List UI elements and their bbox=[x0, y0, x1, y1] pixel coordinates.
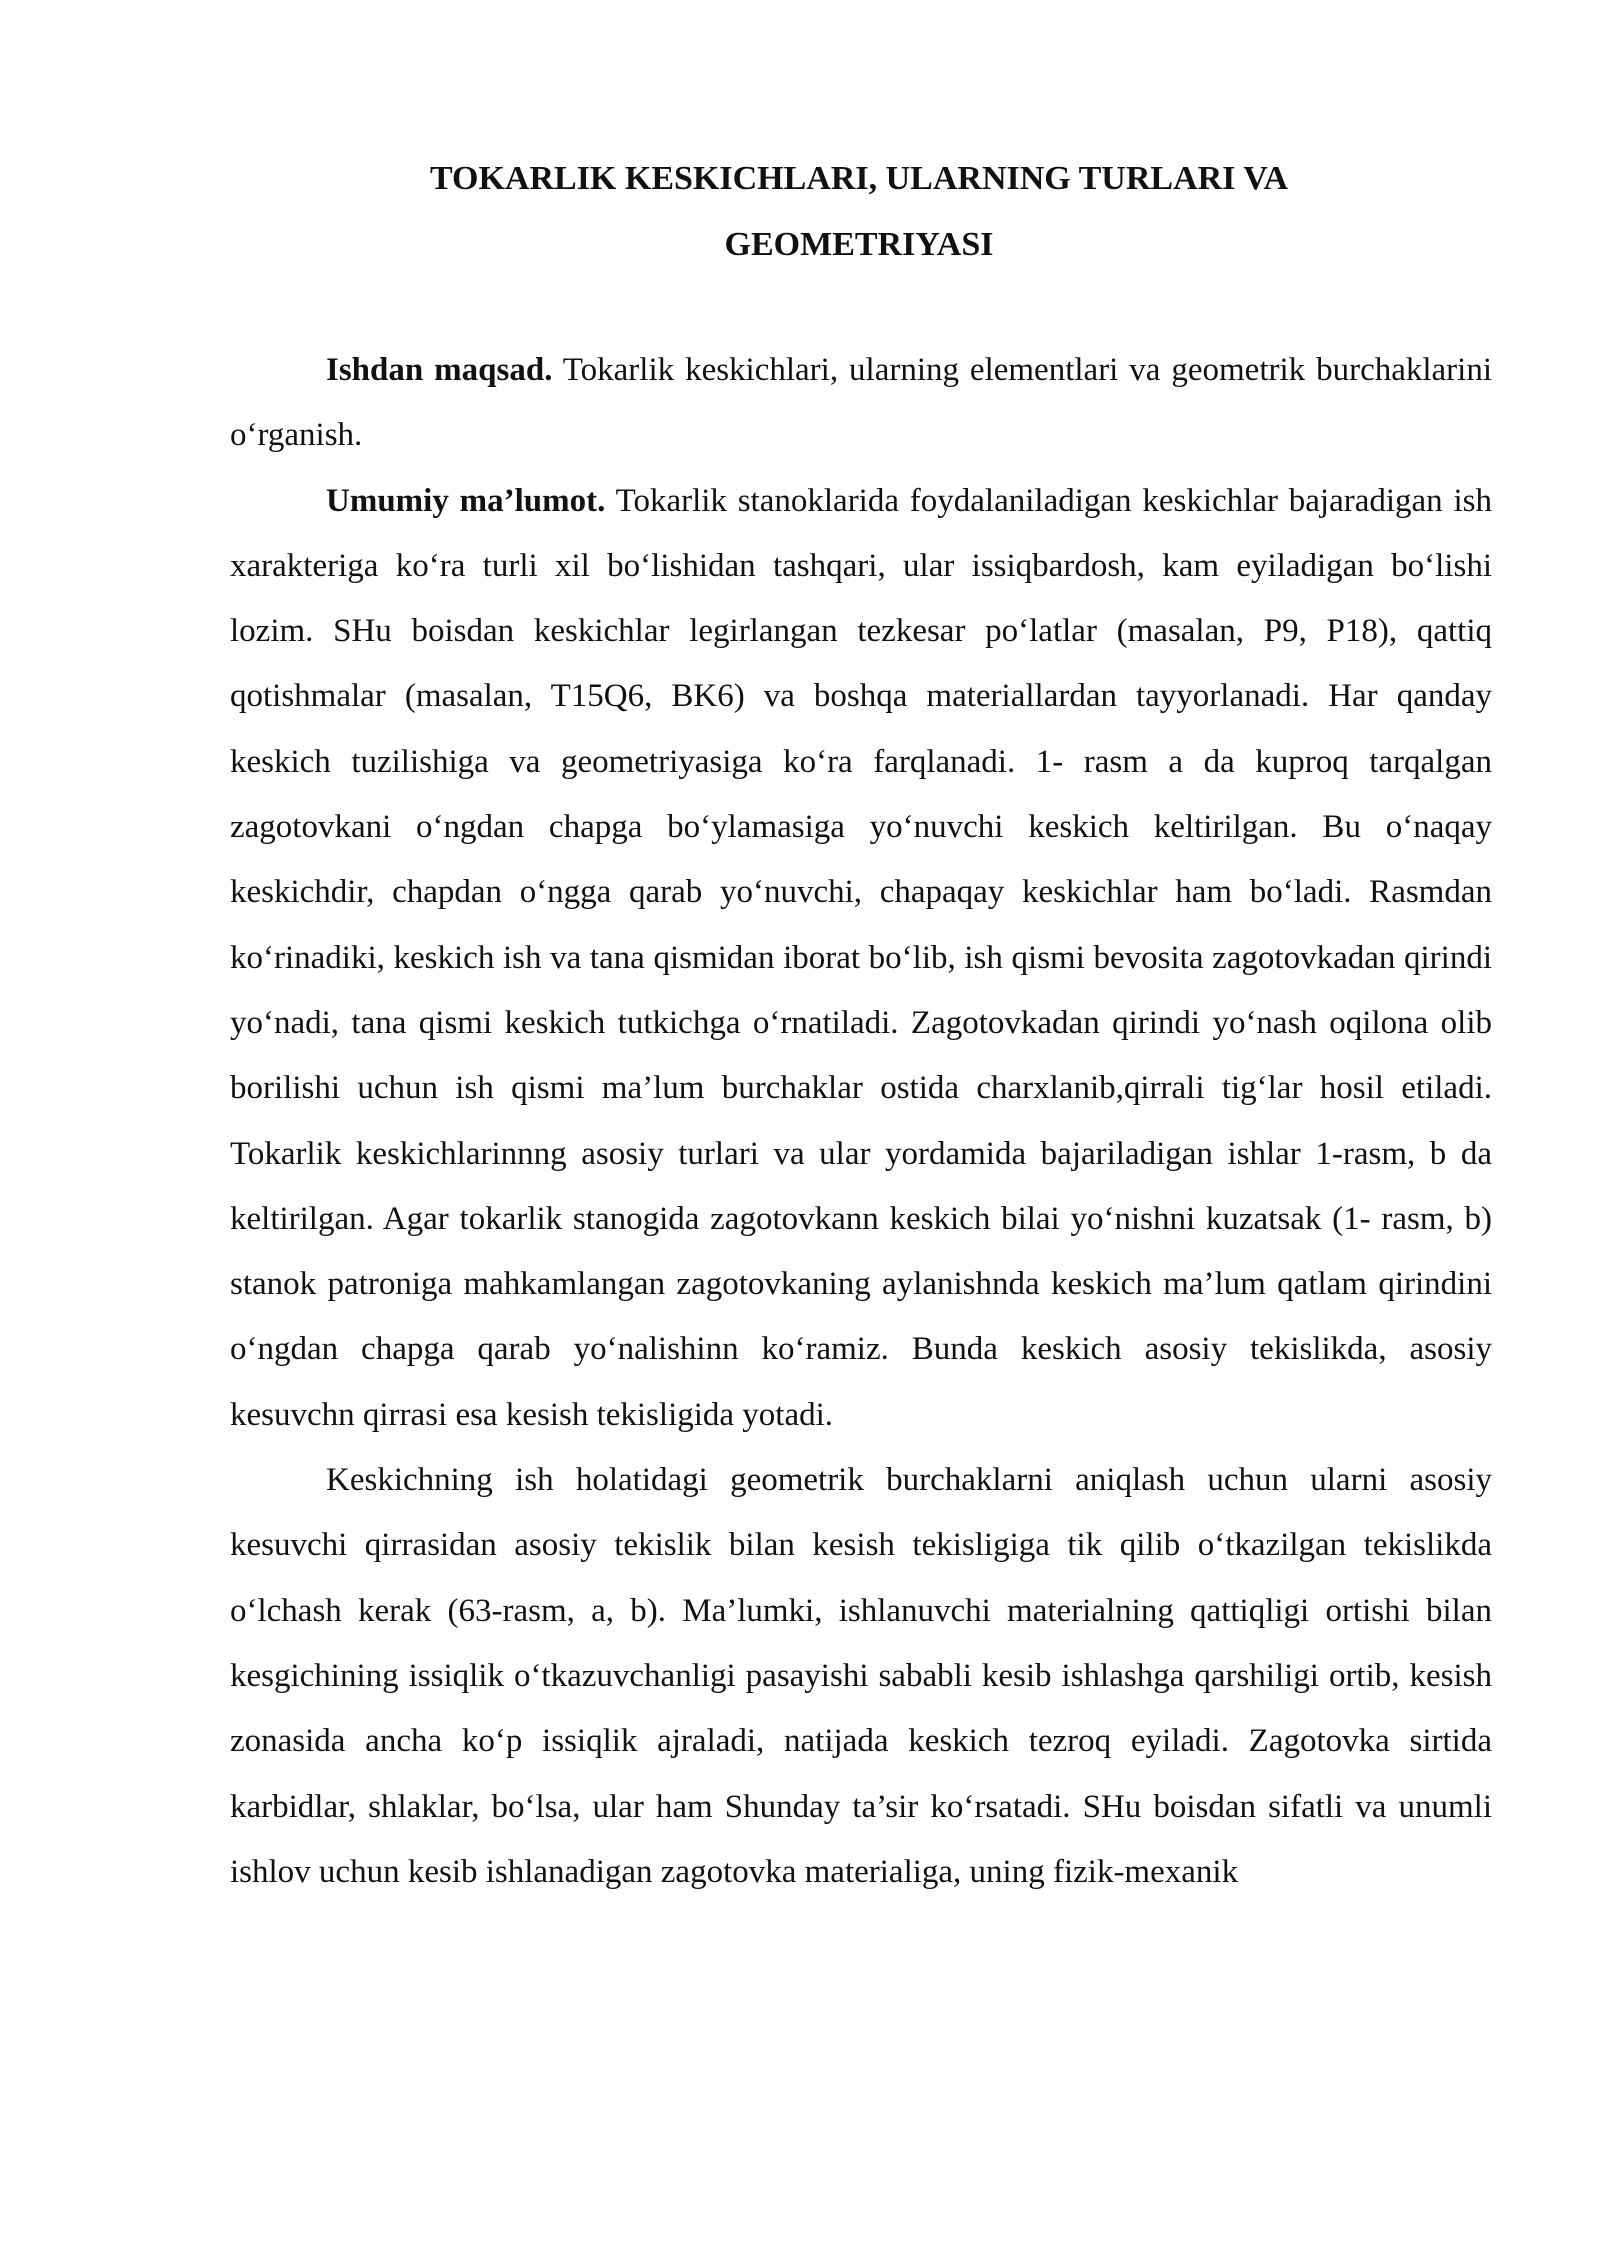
paragraph-purpose bbox=[230, 338, 1492, 469]
paragraph-general-info bbox=[230, 469, 1492, 1448]
paragraph-lead: Ishdan maqsad. bbox=[326, 352, 553, 388]
paragraph-geometry bbox=[230, 1448, 1492, 1905]
paragraph-text: Tokarlik keskichlari, ularning elementlari va geometrik burchaklarini o‘rganish. bbox=[230, 352, 1493, 454]
document-title bbox=[230, 146, 1488, 278]
paragraph-lead: Umumiy ma’lumot. bbox=[326, 482, 606, 519]
title-line-1: TOKARLIK KESKICHLARI, ULARNING TURLARI VA bbox=[429, 160, 1289, 197]
document-body bbox=[230, 338, 1492, 1905]
paragraph-text: Keskichning ish holatidagi geometrik burchaklarni aniqlash uchun ularni asosiy kesuvchi qirrasidan asosiy tekislik bilan kesish tekisligiga tik qilib o‘tkazilgan tekislikda o‘lchash kerak (63-rasm, a, b). Ma’lumki, ishlanuvchi materialning qattiqligi ortishi bilan kesgichining issiqlik o‘tkazuvchanligi pasayishi sababli kesib ishlashga qarshiligi ortib, kesish zonasida ancha ko‘p issiqlik ajraladi, natijada keskich tezroq eyiladi. Zagotovka sirtida karbidlar, shlaklar, bo‘lsa, ular ham Shunday ta’sir ko‘rsatadi. SHu boisdan sifatli va unumli ishlov uchun kesib ishlanadigan zagotovka materialiga, uning fizik-mexanik bbox=[230, 1462, 1492, 1890]
paragraph-text: Tokarlik stanoklarida foydalaniladigan keskichlar bajaradigan ish xarakteriga ko‘ra turli xil bo‘lishidan tashqari, ular issiqbardosh, kam eyiladigan bo‘lishi lozim. SHu boisdan keskichlar legirlangan tezkesar po‘latlar (masalan, P9, P18), qattiq qotishmalar (masalan, T15Q6, BK6) va boshqa materiallardan tayyorlanadi. Har qanday keskich tuzilishiga va geometriyasiga ko‘ra farqlanadi. 1- rasm a da kuproq tarqalgan zagotovkani o‘ngdan chapga bo‘ylamasiga yo‘nuvchi keskich keltirilgan. Bu o‘naqay keskichdir, chapdan o‘ngga qarab yo‘nuvchi, chapaqay keskichlar ham bo‘ladi. Rasmdan ko‘rinadiki, keskich ish va tana qismidan iborat bo‘lib, ish qismi bevosita zagotovkadan qirindi yo‘nadi, tana qismi keskich tutkichga o‘rnatiladi. Zagotovkadan qirindi yo‘nash oqilona olib borilishi uchun ish qismi ma’lum burchaklar ostida charxlanib,qirrali tig‘lar hosil etiladi. Tokarlik keskichlarinnng asosiy turlari va ular yordamida bajariladigan ishlar 1-rasm, b da keltirilgan. Agar tokarlik stanogida zagotovkann keskich bilai yo‘nishni kuzatsak (1- rasm, b) stanok patroniga mahkamlangan zagotovkaning aylanishnda keskich ma’lum qatlam qirindini o‘ngdan chapga qarab yo‘nalishinn ko‘ramiz. Bunda keskich asosiy tekislikda, asosiy kesuvchn qirrasi esa kesish tekisligida yotadi. bbox=[230, 482, 1493, 1433]
title-line-2: GEOMETRIYASI bbox=[724, 226, 994, 263]
